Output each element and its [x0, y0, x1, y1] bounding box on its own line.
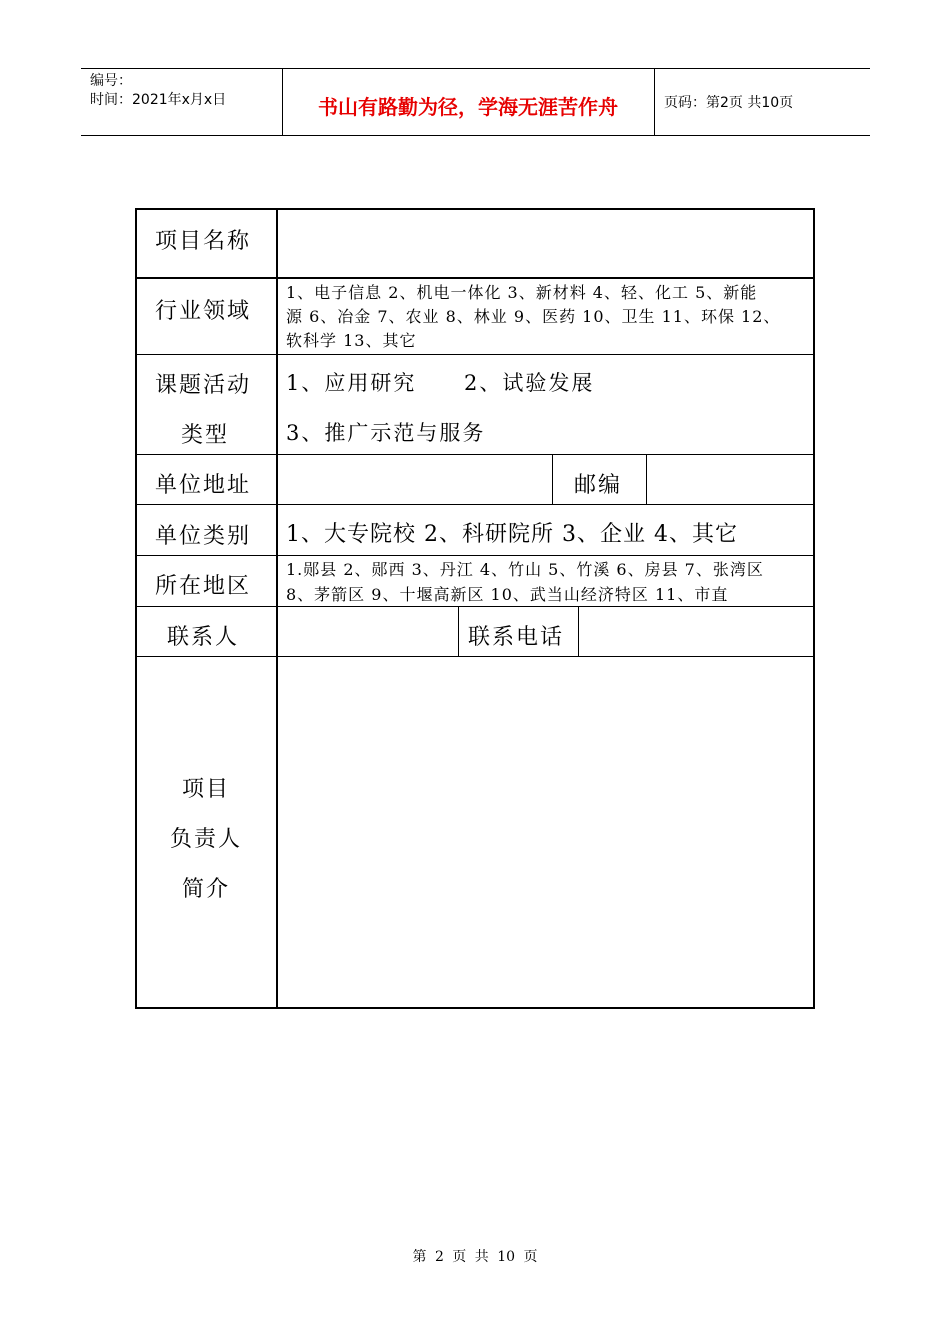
address-divider [552, 454, 553, 504]
activity-type-label: 类型 [181, 423, 230, 448]
doc-time-label: 时间：2021年x月x日 [90, 92, 227, 108]
unit-category-label: 单位类别 [155, 524, 252, 549]
industry-options-line: 1、电子信息 2、机电一体化 3、新材料 4、轻、化工 5、新能 [286, 283, 758, 302]
contact-label: 联系人 [167, 625, 240, 650]
industry-options-line: 软科学 13、其它 [286, 331, 417, 350]
leader-intro-label: 项目 [182, 777, 231, 802]
row-divider [137, 504, 813, 505]
activity-type-label: 课题活动 [155, 373, 252, 398]
leader-intro-label: 简介 [182, 877, 231, 902]
project-name-field[interactable] [278, 210, 813, 276]
page-number-label: 页码：第2页 共10页 [664, 95, 794, 111]
leader-intro-field[interactable] [278, 657, 813, 1009]
address-field[interactable] [278, 455, 551, 504]
contact-divider [458, 606, 459, 656]
page-footer: 第 2 页 共 10 页 [412, 1249, 538, 1265]
leader-intro-label: 负责人 [170, 827, 243, 852]
header-bottom-rule [81, 135, 870, 136]
postcode-label: 邮编 [574, 473, 623, 498]
header-motto: 书山有路勤为径，学海无涯苦作舟 [318, 95, 618, 119]
region-options-line: 8、茅箭区 9、十堰高新区 10、武当山经济特区 11、市直 [286, 585, 729, 604]
region-options-line: 1.郧县 2、郧西 3、丹江 4、竹山 5、竹溪 6、房县 7、张湾区 [286, 560, 764, 579]
industry-options-line: 源 6、冶金 7、农业 8、林业 9、医药 10、卫生 11、环保 12、 [286, 307, 781, 326]
project-name-label: 项目名称 [155, 229, 252, 254]
activity-option-applied-research: 1、应用研究 [286, 371, 417, 395]
phone-label: 联系电话 [468, 625, 565, 650]
doc-number-label: 编号： [90, 73, 132, 89]
row-divider [137, 555, 813, 556]
region-label: 所在地区 [155, 574, 252, 599]
project-form-table [135, 208, 815, 1009]
header-top-rule [81, 68, 870, 69]
row-divider [137, 277, 813, 279]
activity-option-demonstration-service: 3、推广示范与服务 [286, 421, 486, 445]
unit-category-options: 1、大专院校 2、科研院所 3、企业 4、其它 [286, 522, 738, 547]
row-divider [137, 354, 813, 355]
contact-name-field[interactable] [278, 607, 457, 656]
address-label: 单位地址 [155, 473, 252, 498]
postcode-field[interactable] [647, 455, 813, 504]
industry-label: 行业领域 [155, 299, 252, 324]
phone-field[interactable] [579, 607, 813, 656]
activity-option-experimental-development: 2、试验发展 [464, 371, 595, 395]
header-divider [654, 69, 655, 135]
